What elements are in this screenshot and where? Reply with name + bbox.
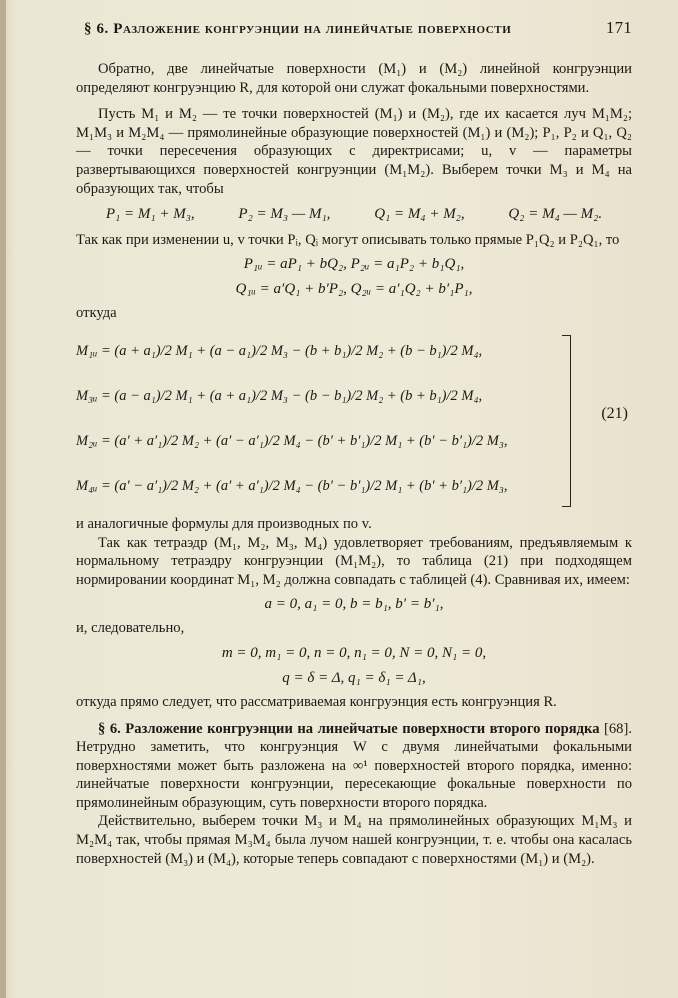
system-row: M₁ᵤ = (a + a₁)/2 M₁ + (a − a₁)/2 M₃ − (b + b₁)/2 M₂ + (b − b₁)/2 M₄,: [76, 343, 483, 360]
paragraph-8: откуда прямо следует, что рассматриваемая конгруэнция есть конгруэнция R.: [76, 693, 557, 710]
paragraph-3: Так как при изменении u, v точки Pᵢ, Qᵢ могут описывать только прямые P₁Q₂ и P₂Q₁, то: [76, 231, 620, 248]
running-title: § 6. Разложение конгруэнции на линейчатые поверхности: [84, 21, 512, 37]
equation-number: (21): [601, 404, 628, 422]
equation-derivatives-1: P₁ᵤ = aP₁ + bQ₂, P₂ᵤ = a₁P₂ + b₁Q₁,: [243, 256, 465, 273]
equation-system-21: [76, 329, 632, 511]
paragraph-7: и, следовательно,: [76, 620, 185, 637]
section-heading: § 6. Разложение конгруэнции на линейчатые поверхности второго порядка: [98, 720, 600, 737]
equation-points: [76, 205, 632, 224]
paragraph-4: откуда: [76, 305, 117, 322]
equation-result-1: m = 0, m₁ = 0, n = 0, n₁ = 0, N = 0, N₁ = 0,: [221, 644, 487, 661]
running-header: [84, 18, 632, 48]
page-body: [76, 60, 632, 868]
eq-term: Q₂ = M₄ — M₂.: [508, 206, 603, 223]
system-rows: [76, 329, 556, 509]
equation-comparison: a = 0, a₁ = 0, b = b₁, b′ = b′₁,: [264, 596, 444, 613]
section-paragraph: [76, 720, 632, 813]
system-row: M₂ᵤ = (a′ + a′₁)/2 M₂ + (a′ − a′₁)/2 M₄ − (b′ + b′₁)/2 M₁ + (b′ − b′₁)/2 M₃,: [76, 433, 508, 450]
eq-term: Q₁ = M₄ + M₂,: [374, 206, 465, 223]
paragraph-10: Действительно, выберем точки M₃ и M₄ на прямолинейных образующих M₁M₃ и M₂M₄ так, чтобы прямая M₃M₄ была лучом нашей конгруэнции, т. е. чтобы она касалась поверхностей (M₃) и (M₄), которые теперь совпадают с поверхностями (M₁) и (M₂).: [76, 813, 632, 867]
section-text: [68]. Нетрудно заметить, что конгруэнция W с двумя линейчатыми фокальными поверхностями может быть разложена на ∞¹ поверхностей второго порядка, именно: линейчатые поверхности конгруэнции, пересекающие фокальные поверхности по прямолинейным образующим, суть поверхности второго порядка.: [76, 720, 632, 811]
system-brace: [562, 335, 571, 507]
paragraph-1: Обратно, две линейчатые поверхности (M₁) и (M₂) линейной конгруэнции определяют конгруэнцию R, для которой они служат фокальными поверхностями.: [76, 61, 632, 96]
page-spine-shadow: [0, 0, 6, 998]
eq-term: P₂ = M₃ — M₁,: [238, 206, 331, 223]
paragraph-6: Так как тетраэдр (M₁, M₂, M₃, M₄) удовлетворяет требованиям, предъявляемым к нормальному тетраэдру конгруэнции (M₁M₂), то таблица (21) при подходящем нормировании координат M₁, M₂ должна совпадать с таблицей (4). Сравнивая их, имеем:: [76, 534, 632, 588]
equation-result-2: q = δ = Δ, q₁ = δ₁ = Δ₁,: [282, 669, 426, 686]
system-row: M₄ᵤ = (a′ − a′₁)/2 M₂ + (a′ + a′₁)/2 M₄ − (b′ − b′₁)/2 M₁ + (b′ + b′₁)/2 M₃,: [76, 478, 508, 495]
paragraph-2: Пусть M₁ и M₂ — те точки поверхностей (M₁) и (M₂), где их касается луч M₁M₂; M₁M₃ и M₂M₄ — прямолинейные образующие поверхностей (M₁) и (M₂); P₁, P₂ и Q₁, Q₂ — точки пересечения образующих с директрисами; u, v — параметры развертывающихся поверхностей конгруэнции (M₁M₂). Выберем точки M₃ и M₄ на образующих так, чтобы: [76, 106, 632, 197]
system-row: M₃ᵤ = (a − a₁)/2 M₁ + (a + a₁)/2 M₃ − (b − b₁)/2 M₂ + (b + b₁)/2 M₄,: [76, 388, 483, 405]
equation-derivatives-2: Q₁ᵤ = a′Q₁ + b′P₂, Q₂ᵤ = a′₁Q₂ + b′₁P₁,: [235, 281, 473, 298]
paragraph-5: и аналогичные формулы для производных по v.: [76, 515, 372, 532]
page-number: 171: [605, 18, 632, 37]
eq-term: P₁ = M₁ + M₃,: [105, 206, 195, 223]
